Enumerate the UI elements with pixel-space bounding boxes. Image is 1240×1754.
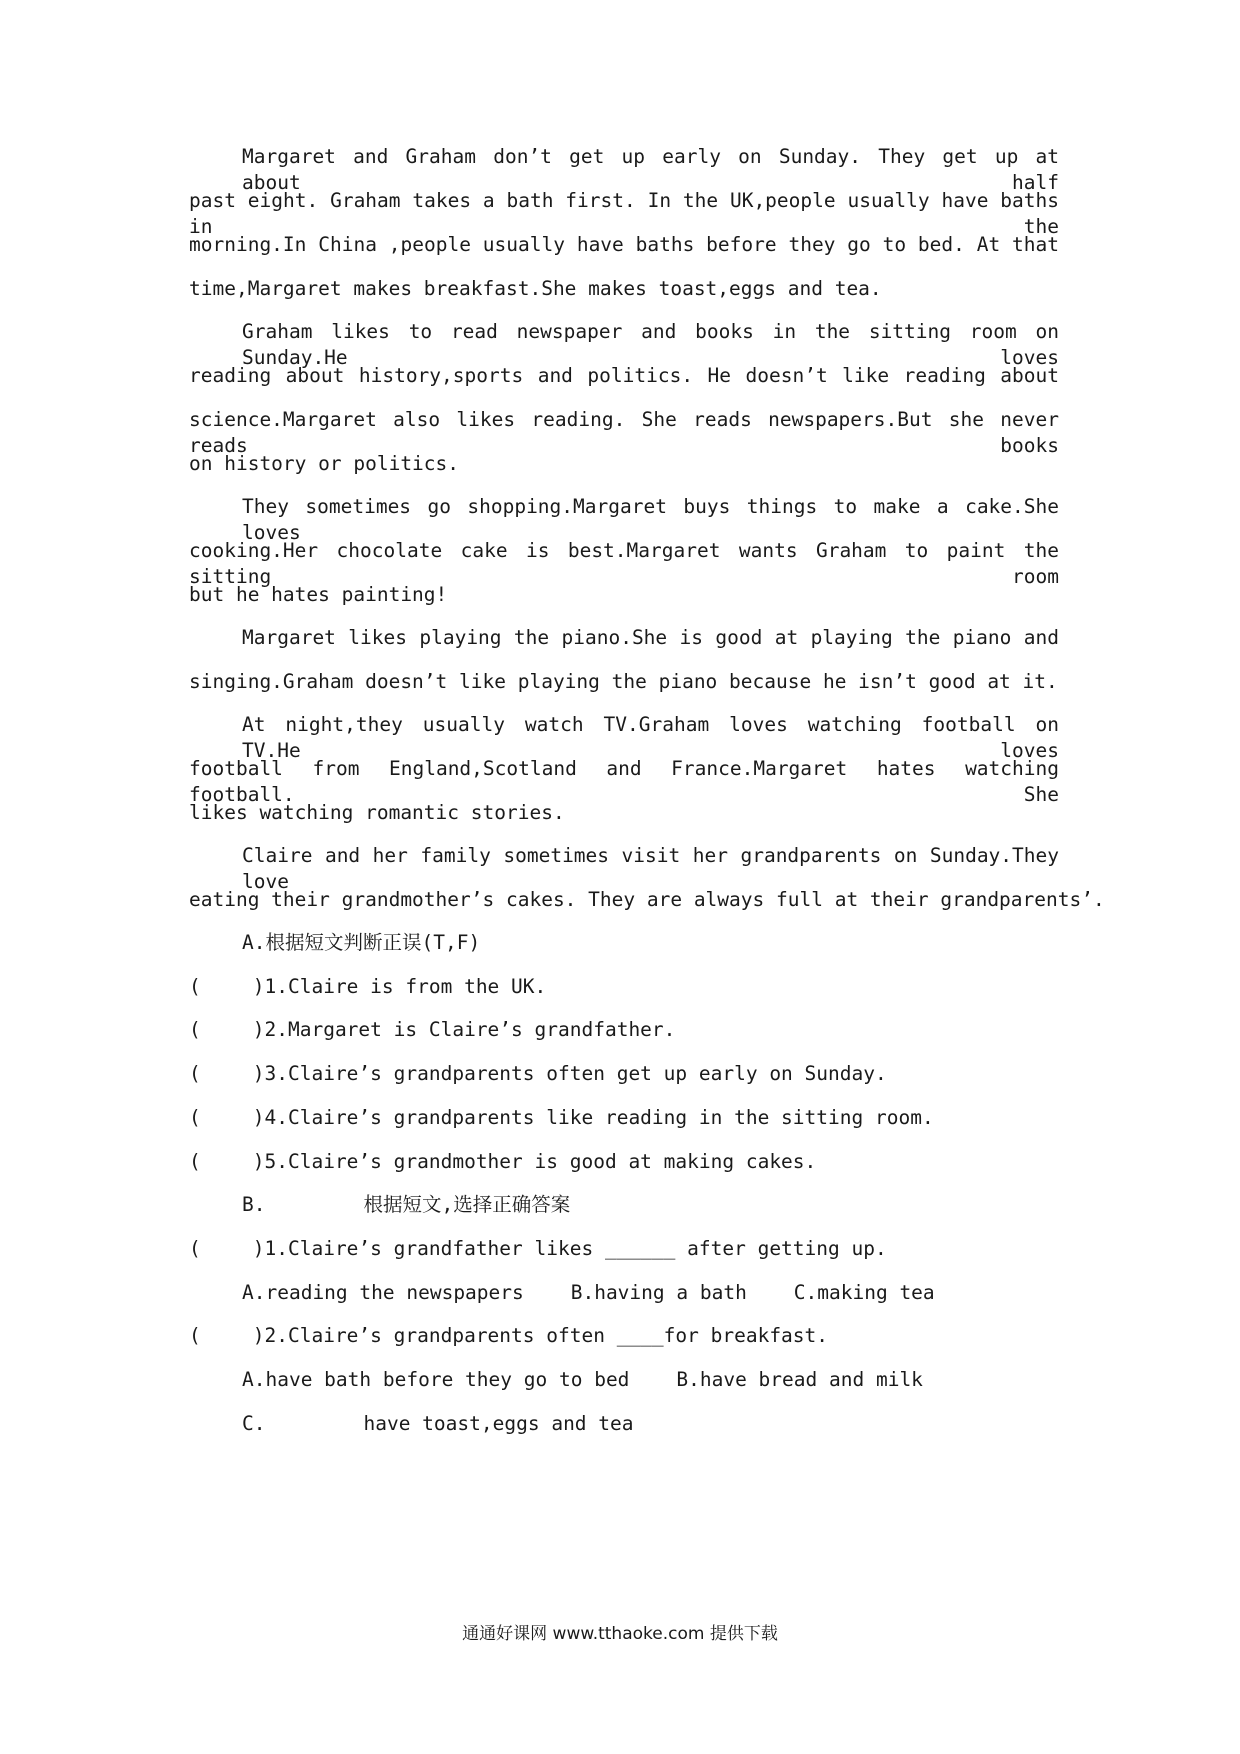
passage-line: Margaret and Graham don’t get up early on Sunday. They get up at about half [242, 145, 1059, 194]
tf-question: ( )5.Claire’s grandmother is good at making cakes. [189, 1150, 817, 1173]
answer-blank[interactable]: ( ) [189, 1324, 265, 1347]
mc-option-c: C. have toast,eggs and tea [242, 1412, 634, 1435]
answer-blank[interactable]: ( ) [189, 1106, 265, 1129]
passage-line: but he hates painting! [189, 583, 448, 606]
section-a-heading: A.根据短文判断正误(T,F) [242, 931, 481, 954]
mc-question: ( )2.Claire’s grandparents often ____for breakfast. [189, 1324, 829, 1347]
passage-line: morning.In China ,people usually have baths before they go to bed. At that [189, 233, 1059, 256]
page-footer: 通通好课网 www.tthaoke.com 提供下载 [462, 1624, 778, 1644]
mc-options: A.have bath before they go to bed B.have bread and milk [242, 1368, 923, 1391]
tf-question: ( )4.Claire’s grandparents like reading in the sitting room. [189, 1106, 934, 1129]
passage-line: Claire and her family sometimes visit her grandparents on Sunday.They love [242, 844, 1059, 893]
section-b-heading: B. 根据短文,选择正确答案 [242, 1193, 571, 1216]
answer-blank[interactable]: ( ) [189, 1018, 265, 1041]
passage-line: football from England,Scotland and France.Margaret hates watching football. She [189, 757, 1059, 806]
answer-blank[interactable]: ( ) [189, 1237, 265, 1260]
answer-blank[interactable]: ( ) [189, 1062, 265, 1085]
passage-line: likes watching romantic stories. [189, 801, 565, 824]
mc-question: ( )1.Claire’s grandfather likes ______ after getting up. [189, 1237, 887, 1260]
passage-line: They sometimes go shopping.Margaret buys things to make a cake.She loves [242, 495, 1059, 544]
passage-line: Graham likes to read newspaper and books in the sitting room on Sunday.He loves [242, 320, 1059, 369]
answer-blank[interactable]: ( ) [189, 1150, 265, 1173]
passage-line: eating their grandmother’s cakes. They are always full at their grandparents’. [189, 888, 1105, 911]
tf-question: ( )2.Margaret is Claire’s grandfather. [189, 1018, 676, 1041]
answer-blank[interactable]: ( ) [189, 975, 265, 998]
passage-line: science.Margaret also likes reading. She reads newspapers.But she never reads books [189, 408, 1059, 457]
passage-line: cooking.Her chocolate cake is best.Margaret wants Graham to paint the sitting room [189, 539, 1059, 588]
passage-line: singing.Graham doesn’t like playing the piano because he isn’t good at it. [189, 670, 1058, 693]
passage-line: Margaret likes playing the piano.She is good at playing the piano and [242, 626, 1059, 649]
passage-line: on history or politics. [189, 452, 460, 475]
passage-line: past eight. Graham takes a bath first. In the UK,people usually have baths in the [189, 189, 1059, 238]
passage-line: time,Margaret makes breakfast.She makes toast,eggs and tea. [189, 277, 882, 300]
passage-line: At night,they usually watch TV.Graham loves watching football on TV.He loves [242, 713, 1059, 762]
tf-question: ( )1.Claire is from the UK. [189, 975, 547, 998]
tf-question: ( )3.Claire’s grandparents often get up early on Sunday. [189, 1062, 887, 1085]
passage-line: reading about history,sports and politics. He doesn’t like reading about [189, 364, 1059, 387]
mc-options: A.reading the newspapers B.having a bath C.making tea [242, 1281, 935, 1304]
